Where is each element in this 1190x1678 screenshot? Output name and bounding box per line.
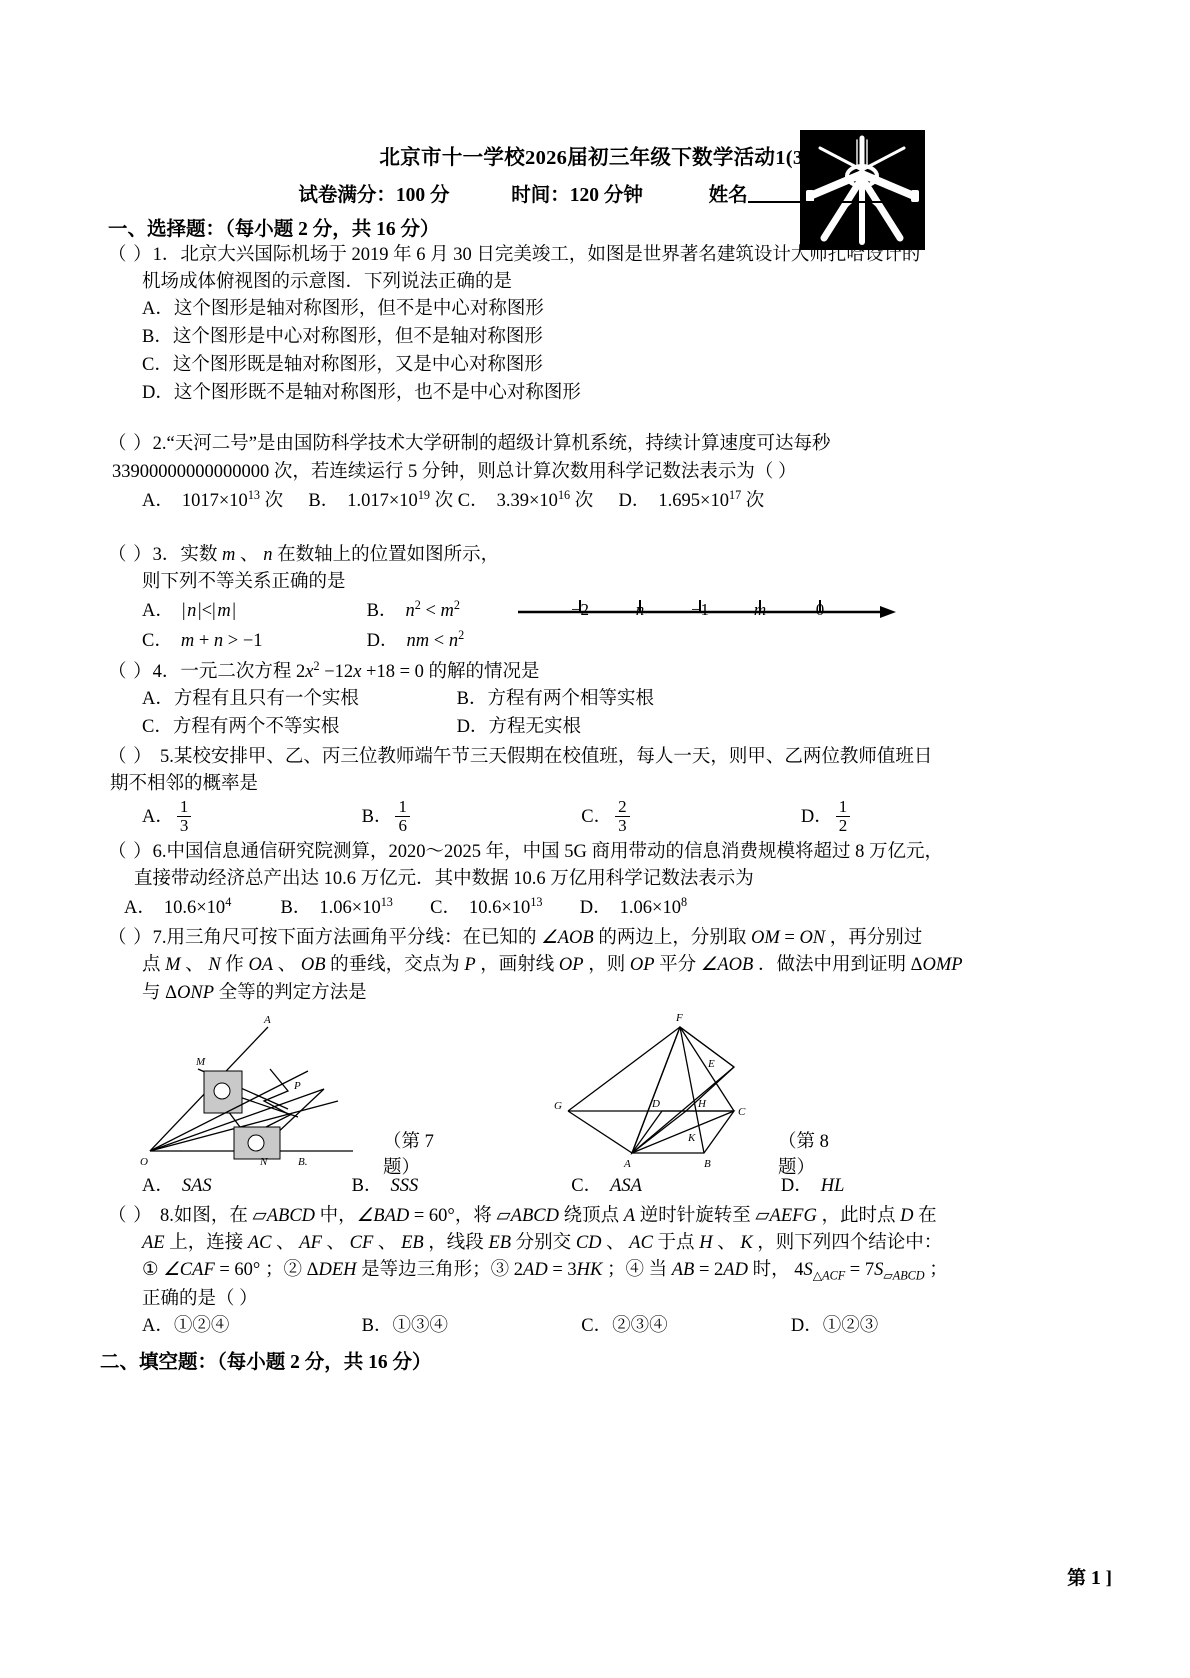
question-2-options xyxy=(108,486,1068,516)
name-label: 姓名 xyxy=(708,185,748,206)
answer-bracket-4[interactable]: （ ） xyxy=(108,662,153,682)
option-2-a[interactable]: A． $1017\times 10^{13}$ 次 xyxy=(142,487,284,511)
question-6-options xyxy=(108,893,1068,923)
option-4-c[interactable]: C．方程有两个不等实根 xyxy=(142,716,340,737)
option-8-a[interactable]: A．①②④ xyxy=(142,1315,230,1336)
question-1-stem xyxy=(108,242,1068,296)
question-4 xyxy=(108,658,1068,742)
option-5-b[interactable]: B． $\frac{1}{6}$ xyxy=(362,798,577,837)
answer-bracket-5[interactable]: （ ） xyxy=(108,746,153,767)
question-8-stem xyxy=(108,1203,1068,1313)
question-2-number: 2. xyxy=(152,434,167,455)
answer-bracket-7[interactable]: （ ） xyxy=(108,928,153,949)
question-5-stem-line1: 某校安排甲、乙、丙三位教师端午节三天假期在校值班，每人一天，则甲、乙两位教师值班日 xyxy=(173,746,933,767)
figure-8-caption: （第 8 题） xyxy=(778,1131,829,1178)
option-7-d[interactable]: D． HL xyxy=(780,1175,845,1196)
option-6-d[interactable]: D． $1.06\times 10^8$ xyxy=(579,895,688,919)
svg-text:A: A xyxy=(264,1013,271,1026)
option-3-c[interactable]: C． m + n > −1 xyxy=(142,631,263,652)
option-4-d[interactable]: D．方程无实根 xyxy=(456,716,581,737)
number-line-tick-3: m xyxy=(753,599,767,619)
question-2-stem xyxy=(108,431,1068,485)
question-5 xyxy=(108,744,1068,837)
footer-page-prefix: 第 xyxy=(1067,1568,1087,1589)
question-6-number: 6. xyxy=(152,841,167,862)
option-5-c[interactable]: C． $\frac{2}{3}$ xyxy=(581,798,796,837)
number-line-labels xyxy=(508,600,898,624)
option-7-c[interactable]: C． ASA xyxy=(571,1175,642,1196)
option-3-b[interactable]: B． $n^2 < m^2$ xyxy=(366,598,460,622)
question-3-number: 3． xyxy=(152,544,181,565)
exam-content xyxy=(100,140,1068,1375)
question-6-stem-line2: 直接带动经济总产出达 10.6 万亿元．其中数据 10.6 万亿用科学记数法表示为 xyxy=(134,869,754,890)
answer-bracket-6[interactable]: （ ） xyxy=(108,841,153,862)
page-footer xyxy=(1067,1563,1112,1590)
question-5-stem xyxy=(108,744,1068,798)
option-8-c[interactable]: C．②③④ xyxy=(581,1315,668,1336)
option-7-a[interactable]: A． SAS xyxy=(142,1175,212,1196)
option-3-d[interactable]: D． nm < $n^2$ xyxy=(366,627,465,652)
page-title: 北京市十一学校2026届初三年级下数学活动1(3.6) xyxy=(379,147,827,169)
svg-text:G: G xyxy=(554,1099,562,1112)
footer-page-suffix: ] xyxy=(1105,1568,1112,1589)
question-8 xyxy=(108,1203,1068,1341)
question-3-stem-line1: 实数 m 、 n 在数轴上的位置如图所示， xyxy=(180,544,500,565)
question-1-stem-line2: 机场成体俯视图的示意图．下列说法正确的是 xyxy=(142,272,513,293)
svg-text:O: O xyxy=(140,1155,148,1168)
svg-text:H: H xyxy=(698,1097,706,1110)
number-line-tick-4: 0 xyxy=(815,599,825,619)
question-7-stem xyxy=(108,925,1068,1007)
option-8-b[interactable]: B．①③④ xyxy=(361,1315,448,1336)
question-7-stem-line3: 与 ΔONP 全等的判定方法是 xyxy=(142,982,367,1003)
answer-bracket-3[interactable]: （ ） xyxy=(108,544,153,565)
question-5-number: 5. xyxy=(160,746,174,767)
question-8-stem-line4: 正确的是（ ） xyxy=(142,1288,258,1309)
section-heading-choice: 一、选择题：（每小题 2 分，共 16 分） xyxy=(108,219,440,240)
question-3 xyxy=(108,542,1068,656)
question-7-number: 7. xyxy=(152,928,167,949)
option-2-b[interactable]: B． $1.017\times 10^{19}$ 次 xyxy=(308,487,454,511)
option-4-a[interactable]: A．方程有且只有一个实根 xyxy=(142,689,359,710)
svg-text:B: B xyxy=(704,1157,711,1169)
question-4-options xyxy=(108,686,1068,742)
name-input-blank[interactable] xyxy=(748,184,898,203)
option-2-d[interactable]: D． $1.695\times 10^{17}$ 次 xyxy=(618,487,765,511)
question-8-options xyxy=(108,1313,1068,1341)
question-8-stem-line1: 如图，在 ▱ABCD 中，∠BAD = 60°，将 ▱ABCD 绕顶点 A 逆时针旋转至 ▱AEFG ，此时点 D 在 xyxy=(173,1205,937,1226)
question-8-stem-line3: ① ∠CAF = 60° ；② ΔDEH 是等边三角形；③ 2AD = 3HK ；④ 当 AB = 2AD 时， $4S_{\triangle ACF} = 7S_{▱ABCD}$ ； xyxy=(142,1259,948,1283)
question-2 xyxy=(108,431,1068,515)
svg-text:B.: B. xyxy=(298,1155,308,1168)
figure-question-8 xyxy=(548,1009,848,1178)
question-1-number: 1． xyxy=(152,245,181,265)
number-line-tick-1: n xyxy=(635,599,645,619)
svg-text:A: A xyxy=(624,1157,631,1169)
svg-text:M: M xyxy=(196,1055,206,1068)
figure-question-7 xyxy=(138,1009,438,1178)
question-7-stem-line2: 点 M 、 N 作 OA 、 OB 的垂线，交点为 P ，画射线 OP ，则 OP 平分 ∠AOB ．做法中用到证明 ΔOMP xyxy=(142,955,963,976)
question-6-stem-line1: 中国信息通信研究院测算，2020～2025 年，中国 5G 商用带动的信息消费规模将超过 8 万亿元， xyxy=(166,841,944,862)
footer-page-number: 1 xyxy=(1090,1567,1101,1589)
answer-bracket-2[interactable]: （ ） xyxy=(108,434,153,455)
question-1 xyxy=(108,242,1068,407)
question-5-options xyxy=(108,798,1068,837)
question-6-stem xyxy=(108,839,1068,893)
section-heading-fill: 二、填空题：（每小题 2 分，共 16 分） xyxy=(100,1352,432,1374)
question-1-stem-line1: 北京大兴国际机场于 2019 年 6 月 30 日完美竣工，如图是世界著名建筑设计大师扎哈设计的 xyxy=(180,245,921,265)
svg-text:K: K xyxy=(688,1131,696,1144)
figures-row xyxy=(108,1009,1068,1179)
full-marks-label: 试卷满分：100 分 xyxy=(298,185,450,206)
answer-bracket-8[interactable]: （ ） xyxy=(108,1205,153,1226)
option-1-b[interactable]: B．这个图形是中心对称图形，但不是轴对称图形 xyxy=(142,327,543,348)
time-label: 时间：120 分钟 xyxy=(511,185,643,206)
svg-text:D: D xyxy=(652,1097,660,1110)
answer-bracket-1[interactable]: （ ） xyxy=(108,245,153,265)
option-5-a[interactable]: A． $\frac{1}{3}$ xyxy=(142,798,357,837)
question-3-stem-line2: 则下列不等关系正确的是 xyxy=(142,571,346,592)
svg-text:F: F xyxy=(676,1011,683,1024)
question-2-stem-line1: “天河二号”是由国防科学技术大学研制的超级计算机系统，持续计算速度可达每秒 xyxy=(166,434,831,455)
option-6-c[interactable]: C． $10.6\times 10^{13}$ xyxy=(430,895,543,919)
question-8-number: 8. xyxy=(160,1205,174,1226)
option-1-c[interactable]: C．这个图形既是轴对称图形，又是中心对称图形 xyxy=(142,354,543,375)
option-6-a[interactable]: A． $10.6\times 10^4$ xyxy=(124,895,232,919)
number-line-figure xyxy=(508,570,898,632)
question-2-stem-line2: 次，若连续运行 5 分钟，则总计算次数用科学记数法表示为（ ） xyxy=(273,461,797,482)
question-4-stem-text: 一元二次方程 $2x^2 -12x +18 = 0$ 的解的情况是 xyxy=(180,658,540,682)
number-line-tick-2: −1 xyxy=(690,599,710,619)
figure-7-caption: （第 7 题） xyxy=(383,1131,434,1178)
exam-meta-line xyxy=(108,179,1068,207)
option-2-c[interactable]: C． $3.39\times 10^{16}$ 次 xyxy=(457,487,594,511)
svg-text:C: C xyxy=(738,1105,746,1118)
question-6 xyxy=(108,839,1068,923)
question-2-big-number: 33900000000000000 xyxy=(112,461,270,482)
question-5-stem-line2: 期不相邻的概率是 xyxy=(110,773,259,794)
svg-text:N: N xyxy=(260,1155,268,1168)
question-4-stem xyxy=(108,658,1068,686)
option-8-d[interactable]: D．①②③ xyxy=(790,1315,879,1336)
svg-text:E: E xyxy=(708,1057,715,1070)
question-1-options xyxy=(108,296,1068,407)
svg-text:P: P xyxy=(294,1079,301,1092)
option-1-a[interactable]: A．这个图形是轴对称图形，但不是中心对称图形 xyxy=(142,299,544,320)
option-6-b[interactable]: B． $1.06\times 10^{13}$ xyxy=(280,895,393,919)
option-5-d[interactable]: D． $\frac{1}{2}$ xyxy=(801,798,853,837)
question-8-stem-line2: AE 上，连接 AC 、 AF 、 CF 、 EB ，线段 EB 分别交 CD 、 AC 于点 H 、 K ，则下列四个结论中： xyxy=(142,1232,943,1253)
question-7 xyxy=(108,925,1068,1200)
question-4-number: 4． xyxy=(152,662,181,682)
question-7-stem-line1: 用三角尺可按下面方法画角平分线：在已知的 ∠AOB 的两边上，分别取 OM = ON ，再分别过 xyxy=(166,928,923,949)
option-3-a[interactable]: A． | n |<| m | xyxy=(142,601,236,622)
option-4-b[interactable]: B．方程有两个相等实根 xyxy=(456,689,654,710)
option-7-b[interactable]: B． SSS xyxy=(351,1175,419,1196)
option-1-d[interactable]: D．这个图形既不是轴对称图形，也不是中心对称图形 xyxy=(142,382,581,403)
number-line-tick-0: −2 xyxy=(570,599,590,619)
